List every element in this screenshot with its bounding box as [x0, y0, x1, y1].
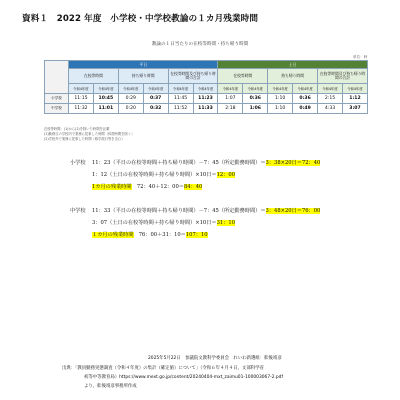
- table-cell: 2:15: [318, 94, 343, 104]
- table-row: [45, 104, 368, 114]
- weekday-group-header: 在校等時間: [69, 69, 119, 84]
- calc-line: [70, 229, 320, 241]
- highlighted-result: 12：00: [216, 172, 235, 178]
- year-header: 令和4年度: [243, 84, 268, 94]
- table-cell: 10:45: [93, 94, 118, 104]
- weekday-group-header: 在校等時間及び持ち帰り時間の合計: [168, 69, 218, 84]
- school-label: 小学校: [70, 160, 86, 166]
- calc-line: [70, 205, 320, 217]
- year-header: 令和4年度: [193, 84, 218, 94]
- table-notes: [44, 127, 134, 142]
- highlighted-label: １カ月の残業時間: [92, 232, 134, 238]
- footer-source-url: 初等中等教育局）https://www.mext.go.jp/content/20240404-mxt_zaimu01-100003067-2.pdf: [84, 375, 284, 380]
- footer-source-credit: より、舩後靖彦事務所作成: [84, 384, 137, 389]
- year-header: 令和4年度: [118, 84, 143, 94]
- note-line: (2)学校外で業務に従事した時間（修学旅行等を含む）: [44, 137, 125, 141]
- junior-high-calculation: [70, 205, 320, 241]
- table-row: [45, 94, 368, 104]
- table-caption: 教論の１日当たりの在校等時間・持ち帰り時間: [151, 42, 249, 47]
- year-header: 令和4年度: [69, 84, 94, 94]
- year-header: 令和4年度: [168, 84, 193, 94]
- calc-text: 72：40＋12：00＝: [131, 184, 184, 190]
- note-line: (1)勤務日の学校内で業務に従事した時間（休憩時間を除く）: [44, 132, 135, 136]
- table-cell: 1:07: [218, 94, 243, 104]
- table-cell: 0:32: [143, 104, 168, 114]
- table-cell: 11:15: [69, 94, 94, 104]
- highlighted-result: 84：40: [183, 184, 203, 190]
- year-header: 令和4年度: [342, 84, 367, 94]
- weekday-header: 平日: [69, 61, 218, 69]
- weekend-group-header: 持ち帰り時間: [268, 69, 318, 84]
- highlighted-result: 3：38×20日＝72：40: [265, 160, 321, 166]
- table-cell: 1:10: [268, 104, 293, 114]
- table-cell: 11:23: [193, 94, 218, 104]
- year-header: 令和4年度: [268, 84, 293, 94]
- page-title: 資料１ 2022 年度 小学校・中学校教論の１カ月残業時間: [22, 14, 259, 24]
- highlighted-result: 3：48×20日＝76：00: [265, 208, 321, 214]
- calc-line: [70, 181, 320, 193]
- year-header: 令和4年度: [293, 84, 318, 94]
- table-cell: 0:36: [243, 94, 268, 104]
- weekend-group-header: 在校等時間及び持ち帰り時間の合計: [318, 69, 368, 84]
- row-label: 小学校: [45, 94, 69, 104]
- table-cell: 0:20: [118, 104, 143, 114]
- calc-line: [70, 157, 320, 169]
- calc-text: 76：00＋31：10＝: [133, 232, 186, 238]
- table-cell: 11:52: [168, 104, 193, 114]
- weekend-group-header: 在校等時間: [218, 69, 268, 84]
- table-cell: 3:07: [342, 104, 367, 114]
- calc-line: [70, 169, 320, 181]
- calc-text: 11：23（平日の在校等時間＋持ち帰り時間）－7：45（所定勤務時間）＝: [92, 160, 266, 166]
- overtime-table: [44, 60, 368, 114]
- footer-date: 2025年5月22日 参議院文教科学委員会 れいわ新選組：舩後靖彦: [148, 356, 282, 361]
- calc-text: 3：07（土日の在校等時間＋持ち帰り時間）×10日＝: [92, 220, 217, 226]
- unit-note: 単位：時: [353, 55, 368, 59]
- table-cell: 11:32: [69, 104, 94, 114]
- table-cell: 11:01: [93, 104, 118, 114]
- highlighted-result: 107：10: [185, 232, 208, 238]
- year-header: 令和4年度: [318, 84, 343, 94]
- year-header: 令和4年度: [218, 84, 243, 94]
- weekday-group-header: 持ち帰り時間: [118, 69, 168, 84]
- table-cell: 1:10: [268, 94, 293, 104]
- highlighted-label: 1カ月の残業時間: [92, 184, 132, 190]
- year-header: 令和4年度: [93, 84, 118, 94]
- footer-source: 出典：「教員勤務実態調査（令和４年度）の集計（確定値）について」（令和６年４月４日，文部科学省: [62, 366, 264, 371]
- table-cell: 11:45: [168, 94, 193, 104]
- table-cell: 1:06: [243, 104, 268, 114]
- elementary-calculation: [70, 157, 320, 193]
- table-cell: 0:37: [143, 94, 168, 104]
- table-corner: [45, 61, 69, 94]
- table-cell: 11:33: [193, 104, 218, 114]
- table-cell: 0:49: [293, 104, 318, 114]
- table-cell: 0:36: [293, 94, 318, 104]
- calc-line: [70, 217, 320, 229]
- table-cell: 1:12: [342, 94, 367, 104]
- note-line: 在校等時間：(1)から(2)を除いた時間を記載: [44, 127, 110, 131]
- table-cell: 4:33: [318, 104, 343, 114]
- calc-text: 1：12（土日の在校等時間＋持ち帰り時間）×10日＝: [92, 172, 217, 178]
- weekend-header: 土日: [218, 61, 368, 69]
- highlighted-result: 31：10: [216, 220, 235, 226]
- table-cell: 2:18: [218, 104, 243, 114]
- table-cell: 0:29: [118, 94, 143, 104]
- year-header: 令和4年度: [143, 84, 168, 94]
- school-label: 中学校: [70, 208, 86, 214]
- row-label: 中学校: [45, 104, 69, 114]
- calc-text: 11：33（平日の在校等時間＋持ち帰り時間）－7：45（所定勤務時間）＝: [92, 208, 266, 214]
